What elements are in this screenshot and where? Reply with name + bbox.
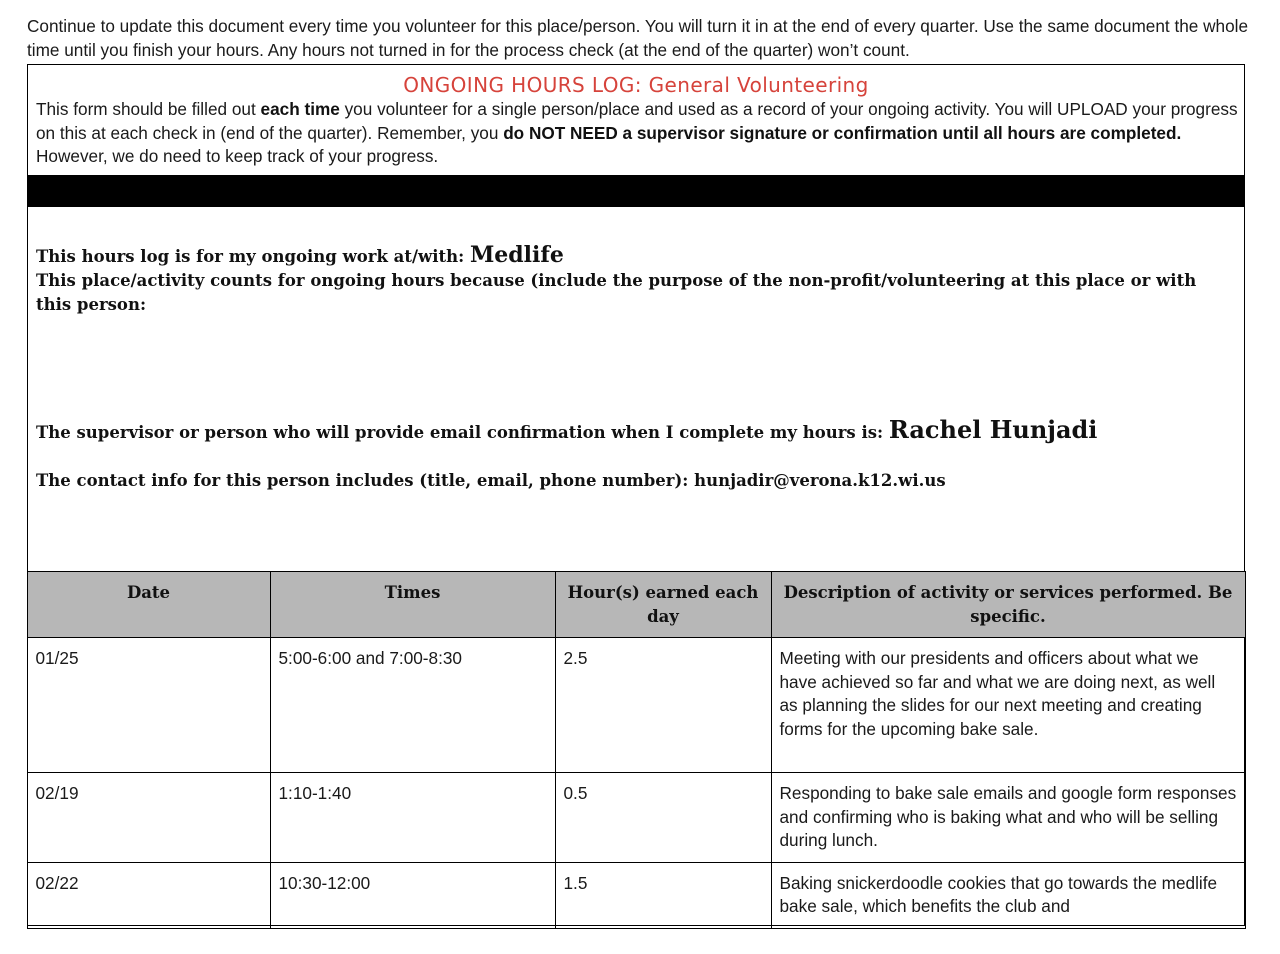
instructions-bold-1: each time [260, 99, 340, 119]
supervisor-line [36, 414, 1097, 449]
supervisor-label: The supervisor or person who will provide email confirmation when I complete my hours is: [36, 423, 889, 442]
header-date: Date [27, 572, 270, 638]
form-instructions [36, 98, 1242, 169]
cell-description[interactable]: Responding to bake sale emails and google form responses and confirming who is baking what and who will be selling during lunch. [771, 773, 1245, 863]
header-description: Description of activity or services performed. Be specific. [771, 572, 1245, 638]
work-label: This hours log is for my ongoing work at/with: [36, 247, 470, 266]
purpose-label: This place/activity counts for ongoing hours because (include the purpose of the non-profit/volunteering at this place or with this person: [36, 271, 1197, 314]
log-title: ONGOING HOURS LOG: General Volunteering [403, 73, 869, 97]
contact-value[interactable]: hunjadir@verona.k12.wi.us [694, 471, 946, 490]
hours-table [27, 571, 1246, 929]
cell-times[interactable]: 10:30-12:00 [270, 862, 555, 928]
supervisor-value[interactable]: Rachel Hunjadi [888, 415, 1098, 444]
divider-bar [28, 175, 1244, 207]
cell-times[interactable]: 1:10-1:40 [270, 773, 555, 863]
cell-times[interactable]: 5:00-6:00 and 7:00-8:30 [270, 638, 555, 773]
contact-line [36, 469, 946, 493]
hours-log-form [27, 64, 1245, 926]
header-times: Times [270, 572, 555, 638]
cell-hours[interactable]: 1.5 [555, 862, 771, 928]
instructions-part-3: However, we do need to keep track of your progress. [36, 146, 439, 167]
cell-hours[interactable]: 2.5 [555, 638, 771, 773]
cell-date[interactable]: 02/19 [27, 773, 270, 863]
intro-text: Continue to update this document every time you volunteer for this place/person. You will turn it in at the end of every quarter. Use the same document the whole time until you finish your hours. Any hours not turned in for the process check (at the end of the quarter) won’t count. [27, 16, 1249, 60]
table-row [27, 773, 1245, 863]
work-value[interactable]: Medlife [469, 242, 564, 268]
table-header-row [27, 572, 1245, 638]
instructions-part-1: This form should be filled out [36, 99, 261, 119]
table-row [27, 638, 1245, 773]
instructions-part-2: you volunteer for a single person/place and used as a record of your ongoing activity. You will UPLOAD your progress on this at each check in (end of the quarter). Remember, you [36, 99, 1238, 143]
cell-description[interactable]: Baking snickerdoodle cookies that go towards the medlife bake sale, which benefits the club and [771, 862, 1245, 928]
cell-date[interactable]: 01/25 [27, 638, 270, 773]
table-row [27, 862, 1245, 928]
header-hours: Hour(s) earned each day [555, 572, 771, 638]
cell-hours[interactable]: 0.5 [555, 773, 771, 863]
cell-date[interactable]: 02/22 [27, 862, 270, 928]
work-line [36, 242, 564, 270]
contact-label: The contact info for this person includes (title, email, phone number): [36, 471, 695, 490]
cell-description[interactable]: Meeting with our presidents and officers about what we have achieved so far and what we are doing next, as well as planning the slides for our next meeting and creating forms for the upcoming bake sale. [771, 638, 1245, 773]
instructions-bold-2: do NOT NEED a supervisor signature or confirmation until all hours are completed. [503, 122, 1182, 143]
